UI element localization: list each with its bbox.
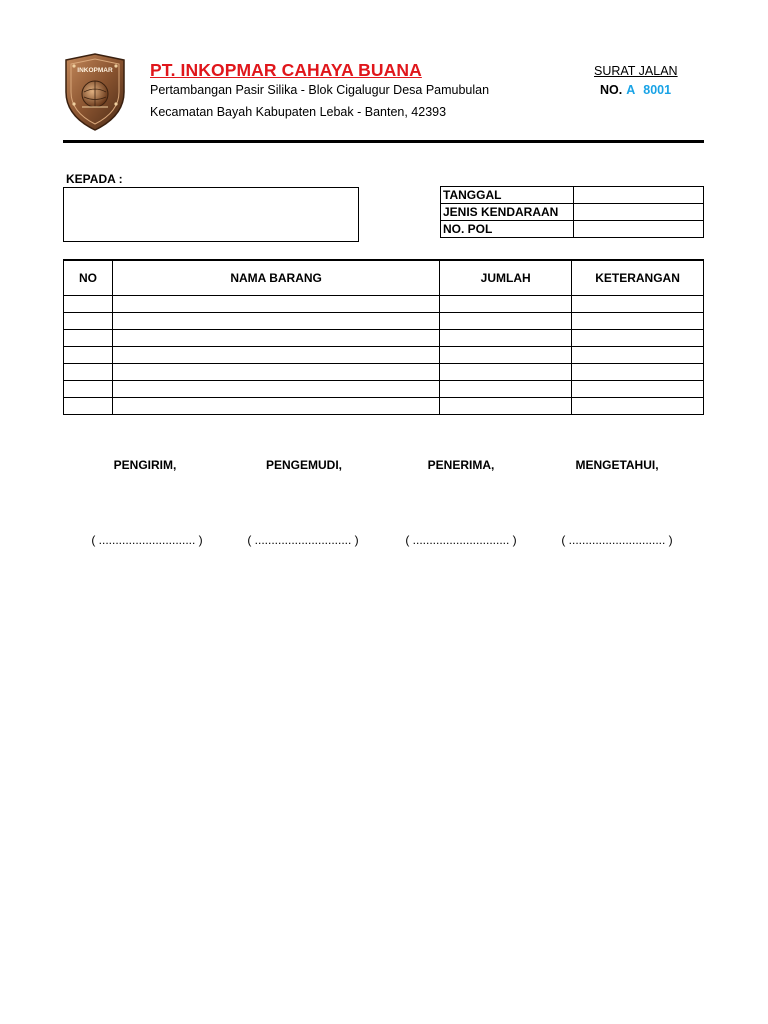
info-row-date bbox=[441, 187, 704, 204]
item-quantity-cell[interactable] bbox=[440, 398, 572, 415]
item-no-cell[interactable] bbox=[64, 398, 113, 415]
item-notes-cell[interactable] bbox=[572, 381, 704, 398]
items-header-row bbox=[64, 260, 704, 296]
item-name-cell[interactable] bbox=[112, 330, 439, 347]
company-logo-icon bbox=[60, 52, 130, 132]
signature-line-acknowledger: ( ............................. ) bbox=[561, 533, 673, 547]
item-name-cell[interactable] bbox=[112, 347, 439, 364]
signature-label-driver: PENGEMUDI, bbox=[265, 458, 343, 472]
item-name-cell[interactable] bbox=[112, 313, 439, 330]
item-name-cell[interactable] bbox=[112, 296, 439, 313]
table-row bbox=[64, 347, 704, 364]
signature-label-acknowledger: MENGETAHUI, bbox=[575, 458, 659, 472]
document-number bbox=[600, 83, 671, 97]
item-quantity-cell[interactable] bbox=[440, 381, 572, 398]
column-header-item-name: NAMA BARANG bbox=[112, 260, 439, 296]
shipment-info-table bbox=[440, 186, 704, 238]
document-number-label: NO. bbox=[600, 83, 623, 97]
table-row bbox=[64, 313, 704, 330]
item-notes-cell[interactable] bbox=[572, 364, 704, 381]
items-body bbox=[64, 296, 704, 415]
item-no-cell[interactable] bbox=[64, 296, 113, 313]
svg-text:INKOPMAR: INKOPMAR bbox=[77, 67, 113, 74]
company-address-line-2: Kecamatan Bayah Kabupaten Lebak - Banten, 42393 bbox=[150, 105, 447, 119]
item-notes-cell[interactable] bbox=[572, 398, 704, 415]
item-name-cell[interactable] bbox=[112, 381, 439, 398]
signature-line-sender: ( ............................. ) bbox=[91, 533, 203, 547]
company-address-line-1: Pertambangan Pasir Silika - Blok Cigalugur Desa Pamubulan bbox=[150, 83, 490, 97]
item-no-cell[interactable] bbox=[64, 347, 113, 364]
item-notes-cell[interactable] bbox=[572, 313, 704, 330]
signature-label-receiver: PENERIMA, bbox=[427, 458, 495, 472]
item-quantity-cell[interactable] bbox=[440, 364, 572, 381]
column-header-notes: KETERANGAN bbox=[572, 260, 704, 296]
vehicle-type-field[interactable] bbox=[574, 204, 704, 221]
item-quantity-cell[interactable] bbox=[440, 347, 572, 364]
item-quantity-cell[interactable] bbox=[440, 313, 572, 330]
table-row bbox=[64, 296, 704, 313]
item-no-cell[interactable] bbox=[64, 381, 113, 398]
item-quantity-cell[interactable] bbox=[440, 296, 572, 313]
item-name-cell[interactable] bbox=[112, 398, 439, 415]
column-header-no: NO bbox=[64, 260, 113, 296]
signature-label-sender: PENGIRIM, bbox=[113, 458, 177, 472]
item-no-cell[interactable] bbox=[64, 330, 113, 347]
item-no-cell[interactable] bbox=[64, 364, 113, 381]
item-no-cell[interactable] bbox=[64, 313, 113, 330]
info-label: JENIS KENDARAAN bbox=[441, 204, 574, 221]
table-row bbox=[64, 381, 704, 398]
item-name-cell[interactable] bbox=[112, 364, 439, 381]
signature-line-receiver: ( ............................. ) bbox=[405, 533, 517, 547]
table-row bbox=[64, 398, 704, 415]
column-header-quantity: JUMLAH bbox=[440, 260, 572, 296]
recipient-label: KEPADA : bbox=[66, 172, 123, 186]
document-number-value: 8001 bbox=[643, 83, 672, 97]
items-table bbox=[63, 259, 704, 415]
date-field[interactable] bbox=[574, 187, 704, 204]
info-label: TANGGAL bbox=[441, 187, 574, 204]
item-notes-cell[interactable] bbox=[572, 347, 704, 364]
table-row bbox=[64, 330, 704, 347]
signature-line-driver: ( ............................. ) bbox=[247, 533, 359, 547]
item-notes-cell[interactable] bbox=[572, 296, 704, 313]
plate-number-field[interactable] bbox=[574, 221, 704, 238]
company-name: PT. INKOPMAR CAHAYA BUANA bbox=[150, 60, 422, 80]
document-number-series: A bbox=[626, 83, 636, 97]
table-row bbox=[64, 364, 704, 381]
header-divider bbox=[63, 140, 704, 143]
info-row-plate-number bbox=[441, 221, 704, 238]
info-row-vehicle-type bbox=[441, 204, 704, 221]
document-title: SURAT JALAN bbox=[594, 64, 678, 78]
item-notes-cell[interactable] bbox=[572, 330, 704, 347]
recipient-field[interactable] bbox=[63, 187, 359, 242]
info-label: NO. POL bbox=[441, 221, 574, 238]
item-quantity-cell[interactable] bbox=[440, 330, 572, 347]
